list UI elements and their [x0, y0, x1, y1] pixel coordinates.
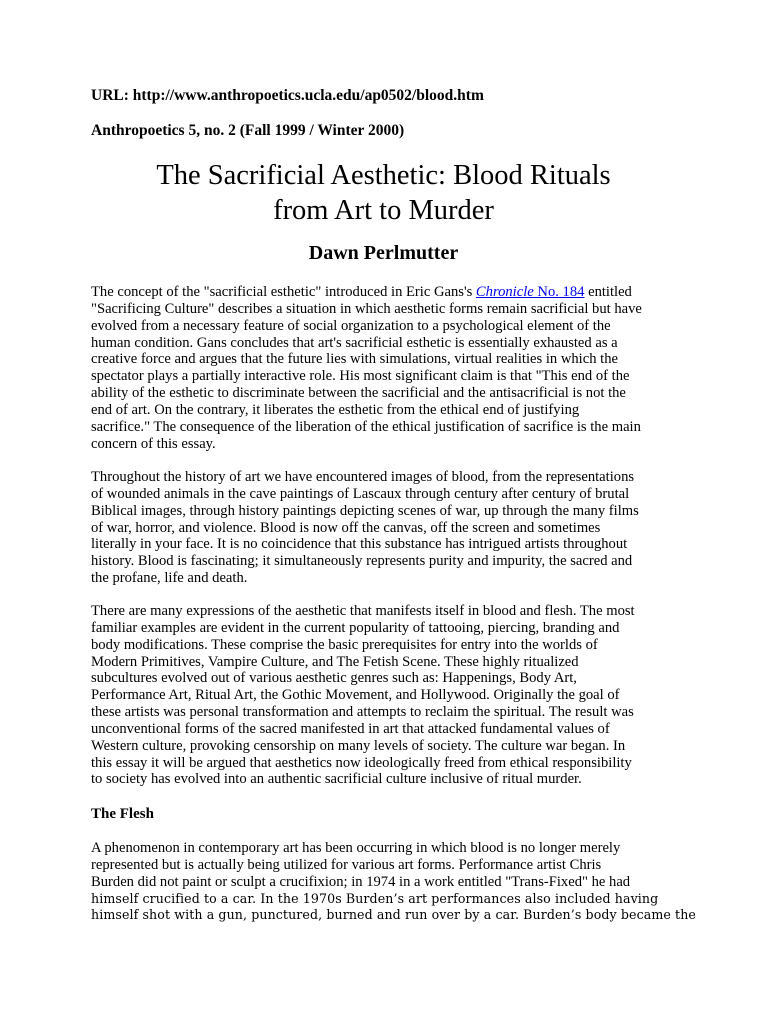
- title-line-2: from Art to Murder: [273, 195, 494, 226]
- paragraph-line: spectator plays a partially interactive role. His most significant claim is that "This end of the: [91, 368, 630, 385]
- source-url: URL: http://www.anthropoetics.ucla.edu/ap0502/blood.htm: [91, 87, 484, 104]
- journal-citation: Anthropoetics 5, no. 2 (Fall 1999 / Winter 2000): [91, 122, 405, 139]
- paragraph-line: creative force and argues that the future lies with simulations, virtual realities in which the: [91, 351, 618, 368]
- paragraph-line: evolved from a necessary feature of social organization to a psychological element of the: [91, 317, 611, 334]
- article-title: [91, 158, 676, 228]
- article-author: Dawn Perlmutter: [308, 242, 459, 264]
- paragraph-line: himself shot with a gun, punctured, burned and run over by a car. Burden’s body became the: [91, 907, 696, 923]
- paragraph-line: [91, 284, 681, 301]
- paragraph-line: of war, horror, and violence. Blood is now off the canvas, off the screen and sometimes: [91, 519, 601, 536]
- paragraph-line: unconventional forms of the sacred manifested in art that attacked fundamental values of: [91, 720, 610, 737]
- paragraph-line: himself crucified to a car. In the 1970s Burden’s art performances also included having: [91, 890, 659, 906]
- chronicle-link[interactable]: [476, 284, 585, 300]
- paragraph-line: There are many expressions of the aesthetic that manifests itself in blood and flesh. The most: [91, 603, 635, 619]
- paragraph-line: literally in your face. It is no coincidence that this substance has intrigued artists throughout: [91, 536, 628, 553]
- paragraph-line: end of art. On the contrary, it liberates the esthetic from the ethical end of justifying: [91, 401, 580, 418]
- paragraph-line: A phenomenon in contemporary art has been occurring in which blood is no longer merely: [91, 840, 621, 856]
- paragraph-line: human condition. Gans concludes that art's sacrificial esthetic is essentially exhausted as a: [91, 334, 618, 351]
- paragraph-line: ability of the esthetic to discriminate between the sacrificial and the antisacrificial is not the: [91, 385, 626, 402]
- paragraph-line: this essay it will be argued that aesthetics now ideologically freed from ethical responsibility: [91, 754, 632, 771]
- paragraph-line: subcultures evolved out of various aesthetic genres such as: Happenings, Body Art,: [91, 670, 577, 687]
- paragraph-line: to society has evolved into an authentic sacrificial culture inclusive of ritual murder.: [91, 771, 582, 788]
- paragraph-line: sacrifice." The consequence of the liberation of the ethical justification of sacrifice is the main: [91, 418, 641, 435]
- paragraph-line: Western culture, provoking censorship on many levels of society. The culture war began. In: [91, 737, 626, 754]
- text-run: The concept of the "sacrificial esthetic" introduced in Eric Gans's: [91, 284, 476, 300]
- paragraph-line: the profane, life and death.: [91, 570, 248, 587]
- text-run: entitled: [584, 284, 632, 300]
- paragraph-expressions: [91, 603, 681, 788]
- paragraph-line: history. Blood is fascinating; it simultaneously represents purity and impurity, the sacred and: [91, 553, 633, 570]
- paragraph-line: Modern Primitives, Vampire Culture, and The Fetish Scene. These highly ritualized: [91, 653, 579, 670]
- paragraph-line: "Sacrificing Culture" describes a situation in which aesthetic forms remain sacrificial but have: [91, 300, 642, 317]
- paragraph-intro: [91, 284, 681, 452]
- paragraph-line: concern of this essay.: [91, 435, 216, 452]
- paragraph-line: of wounded animals in the cave paintings of Lascaux through century after century of brutal: [91, 485, 630, 502]
- paragraph-line: Biblical images, through history paintings depicting scenes of war, up through the many films: [91, 502, 639, 519]
- paragraph-blood-history: [91, 469, 681, 587]
- paragraph-line: familiar examples are evident in the current popularity of tattooing, piercing, branding and: [91, 619, 620, 636]
- paragraph-line: these artists was personal transformation and attempts to reclaim the spiritual. The result was: [91, 704, 634, 721]
- section-heading-the-flesh: The Flesh: [91, 806, 154, 822]
- paragraph-line: Performance Art, Ritual Art, the Gothic Movement, and Hollywood. Originally the goal of: [91, 687, 620, 704]
- chronicle-link-italic: Chronicle: [475, 284, 534, 300]
- title-line-1: The Sacrificial Aesthetic: Blood Rituals: [156, 160, 611, 191]
- paragraph-line: Throughout the history of art we have encountered images of blood, from the representations: [91, 469, 635, 485]
- chronicle-link-number: No. 184: [533, 284, 585, 300]
- paragraph-line: represented but is actually being utilized for various art forms. Performance artist Chris: [91, 856, 602, 873]
- paragraph-the-flesh: [91, 840, 696, 924]
- paragraph-line: Burden did not paint or sculpt a crucifixion; in 1974 in a work entitled "Trans-Fixed" he had: [91, 873, 631, 890]
- paragraph-line: body modifications. These comprise the basic prerequisites for entry into the worlds of: [91, 636, 598, 653]
